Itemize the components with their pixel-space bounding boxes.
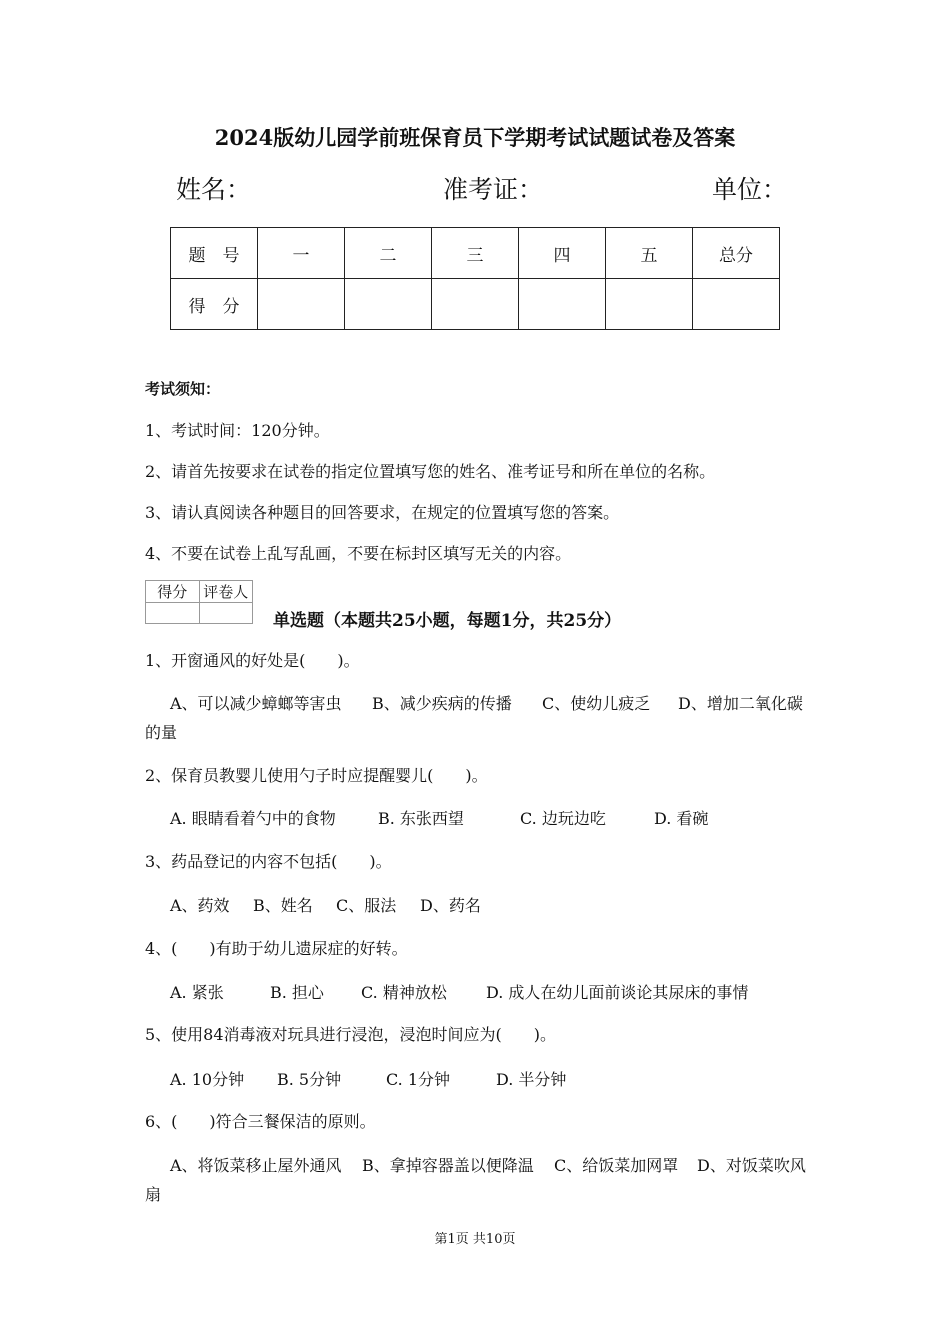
- answer-option[interactable]: A、将饭菜移止屋外通风: [170, 1156, 342, 1175]
- answer-option[interactable]: A. 10分钟: [170, 1070, 245, 1089]
- answer-option[interactable]: B. 担心: [270, 983, 324, 1002]
- answer-option[interactable]: B、拿掉容器盖以便降温: [362, 1156, 534, 1175]
- answer-option[interactable]: A. 眼睛看着勺中的食物: [170, 809, 336, 828]
- answer-option[interactable]: C. 1分钟: [386, 1070, 451, 1089]
- score-cell[interactable]: [345, 279, 432, 330]
- answer-option[interactable]: D. 成人在幼儿面前谈论其尿床的事情: [486, 983, 749, 1002]
- answer-option[interactable]: B、姓名: [253, 896, 313, 915]
- score-cell[interactable]: [258, 279, 345, 330]
- score-header-cell: 二: [345, 228, 432, 279]
- answer-option[interactable]: D. 半分钟: [496, 1070, 567, 1089]
- section-heading: 单选题（本题共25小题，每题1分，共25分）: [273, 611, 622, 631]
- score-header-cell: 题 号: [171, 228, 258, 279]
- score-cell[interactable]: [606, 279, 693, 330]
- option-wrap-text: 的量: [145, 723, 178, 742]
- page-footer: 第1页 共10页: [434, 1232, 516, 1247]
- score-row-label: 得 分: [171, 279, 258, 330]
- answer-option[interactable]: B. 5分钟: [277, 1070, 342, 1089]
- score-header-cell: 五: [606, 228, 693, 279]
- unit-field-label: 单位：: [712, 175, 788, 204]
- score-table: [170, 227, 780, 330]
- score-table-header-row: [171, 228, 780, 279]
- score-header-cell: 总分: [693, 228, 780, 279]
- answer-option[interactable]: D、对饭菜吹风: [697, 1156, 806, 1175]
- document-title: 2024版幼儿园学前班保育员下学期考试试题试卷及答案: [214, 125, 736, 150]
- answer-option[interactable]: D、药名: [420, 896, 481, 915]
- answer-option[interactable]: D. 看碗: [654, 809, 709, 828]
- exam-id-field-label: 准考证：: [443, 175, 544, 204]
- score-header-cell: 一: [258, 228, 345, 279]
- score-cell[interactable]: [432, 279, 519, 330]
- notice-item: 4、不要在试卷上乱写乱画，不要在标封区填写无关的内容。: [145, 544, 572, 563]
- answer-option[interactable]: B. 东张西望: [378, 809, 464, 828]
- answer-option[interactable]: C、给饭菜加网罩: [554, 1156, 679, 1175]
- answer-option[interactable]: D、增加二氧化碳: [678, 694, 803, 713]
- question-text: 3、药品登记的内容不包括( )。: [145, 852, 392, 871]
- notice-item: 1、考试时间：120分钟。: [145, 421, 330, 440]
- score-header-cell: 四: [519, 228, 606, 279]
- answer-option[interactable]: A、药效: [170, 896, 230, 915]
- notice-item: 3、请认真阅读各种题目的回答要求，在规定的位置填写您的答案。: [145, 503, 620, 522]
- answer-option[interactable]: C. 精神放松: [361, 983, 447, 1002]
- grader-reviewer-label: 评卷人: [199, 581, 253, 603]
- answer-option[interactable]: C. 边玩边吃: [520, 809, 606, 828]
- score-table-score-row: [171, 279, 780, 330]
- answer-option[interactable]: A. 紧张: [170, 983, 224, 1002]
- answer-option[interactable]: A、可以减少蟑螂等害虫: [170, 694, 342, 713]
- score-cell[interactable]: [519, 279, 606, 330]
- answer-option[interactable]: B、减少疾病的传播: [372, 694, 512, 713]
- notice-item: 2、请首先按要求在试卷的指定位置填写您的姓名、准考证号和所在单位的名称。: [145, 462, 716, 481]
- grader-score-label: 得分: [146, 581, 200, 603]
- notice-heading: 考试须知：: [145, 380, 221, 398]
- question-text: 6、( )符合三餐保洁的原则。: [145, 1112, 376, 1131]
- score-cell[interactable]: [693, 279, 780, 330]
- grader-table: [145, 580, 253, 624]
- name-field-label: 姓名：: [176, 175, 252, 204]
- question-text: 5、使用84消毒液对玩具进行浸泡，浸泡时间应为( )。: [145, 1025, 557, 1044]
- answer-option[interactable]: C、使幼儿疲乏: [542, 694, 651, 713]
- grader-score-cell[interactable]: [146, 603, 200, 624]
- score-header-cell: 三: [432, 228, 519, 279]
- question-text: 4、( )有助于幼儿遗尿症的好转。: [145, 939, 408, 958]
- grader-reviewer-cell[interactable]: [199, 603, 253, 624]
- question-text: 1、开窗通风的好处是( )。: [145, 651, 360, 670]
- answer-option[interactable]: C、服法: [336, 896, 397, 915]
- question-text: 2、保育员教婴儿使用勺子时应提醒婴儿( )。: [145, 766, 488, 785]
- option-wrap-text: 扇: [145, 1185, 162, 1204]
